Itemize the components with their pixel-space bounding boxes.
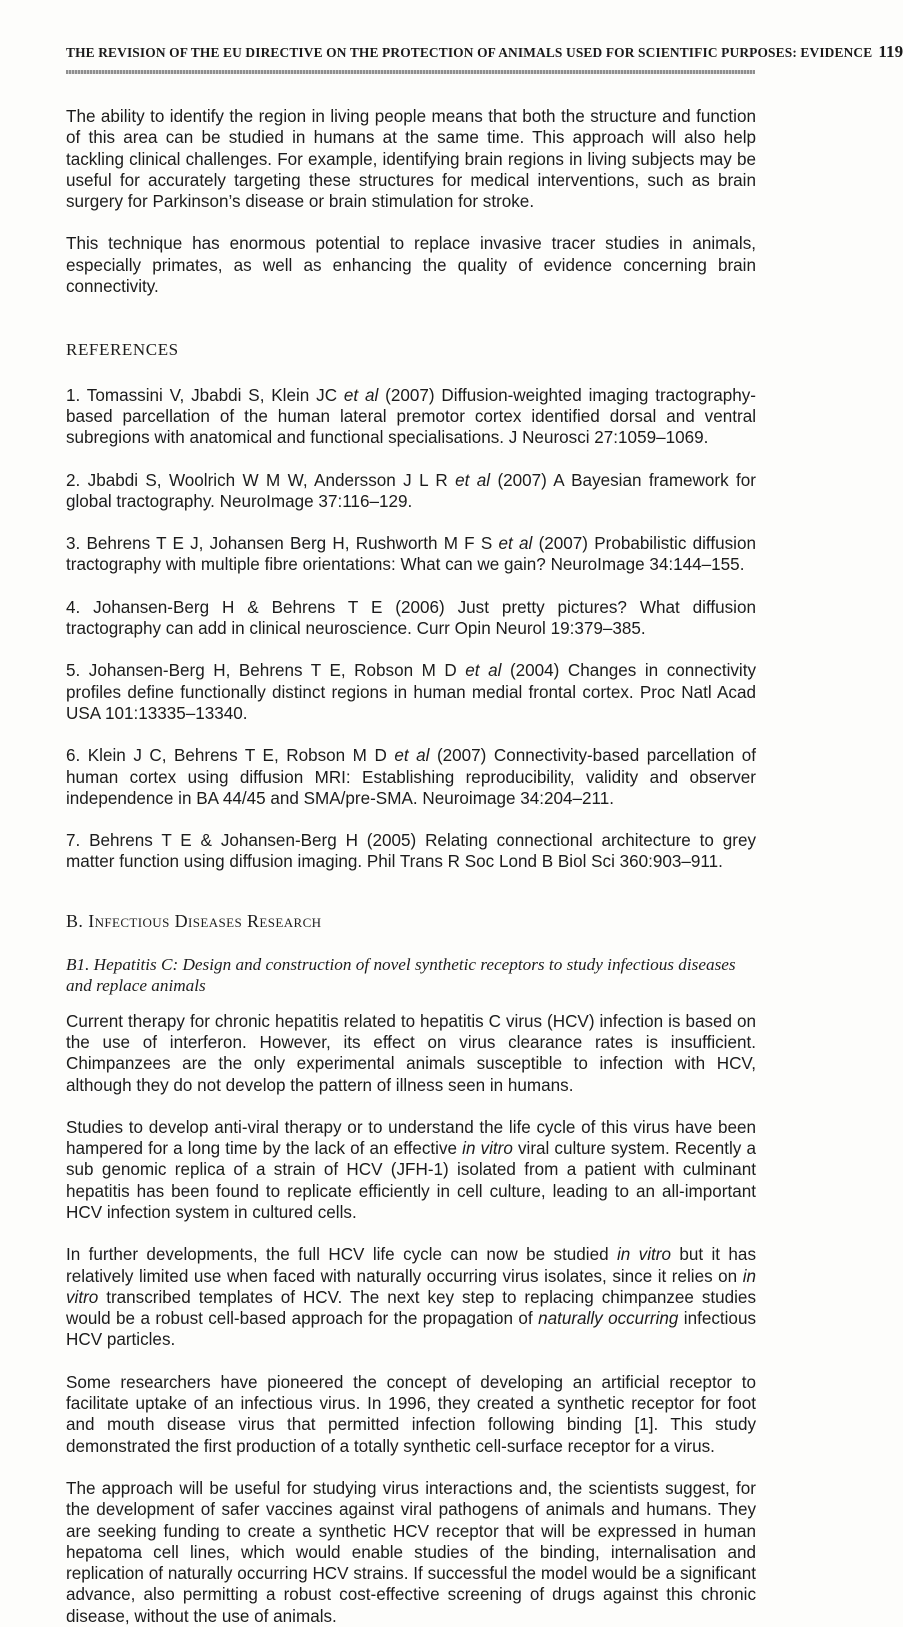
reference-text: (2007) Probabilistic diffusion tractography with multiple fibre orientations: What can we gain? NeuroImage 34:144–155.	[66, 534, 756, 575]
et-al: et al	[455, 470, 491, 490]
reference-item-3	[66, 533, 756, 576]
et-al: et al	[498, 534, 533, 554]
b1-paragraph-4: Some researchers have pioneered the concept of developing an artificial receptor to facilitate uptake of an infectious virus. In 1996, they created a synthetic receptor for foot and mouth disease virus that permitted infection following binding [1]. This study demonstrated the first production of a totally synthetic cell-surface receptor for a virus.	[66, 1372, 756, 1456]
reference-item-1	[66, 385, 756, 449]
et-al: et al	[394, 746, 430, 766]
paragraph-text: Studies to develop anti-viral therapy or to understand the life cycle of this virus have been hampered for a long time by the lack of an effective	[66, 1117, 756, 1159]
section-b1-heading: B1. Hepatitis C: Design and construction of novel synthetic receptors to study infectious diseases and replace animals	[66, 955, 736, 996]
running-header	[66, 42, 903, 62]
reference-item-6	[66, 745, 756, 809]
page-number: 119	[878, 42, 903, 61]
paragraph-text: transcribed templates of HCV. The next key step to replacing chimpanzee studies would be a robust cell-based approach for the propagation of	[66, 1287, 756, 1329]
b1-paragraph-5: The approach will be useful for studying virus interactions and, the scientists suggest, for the development of safer vaccines against viral pathogens of animals and humans. They are seeking funding to create a synthetic HCV receptor that will be expressed in human hepatoma cell lines, which would enable studies of the binding, internalisation and replication of naturally occurring HCV strains. If successful the model would be a significant advance, also permitting a robust cost-effective screening of drugs against this chronic disease, without the use of animals.	[66, 1478, 756, 1626]
reference-text: (2007) Diffusion-weighted imaging tractography-based parcellation of the human lateral premotor cortex identified dorsal and ventral subregions with anatomical and functional specialisations. J Neurosci 27:1059–1069.	[66, 385, 757, 448]
italic-term: in vitro	[66, 1266, 756, 1307]
reference-text: 3. Behrens T E J, Johansen Berg H, Rushworth M F S	[66, 534, 499, 554]
header-rule	[66, 70, 755, 74]
reference-text: 5. Johansen-Berg H, Behrens T E, Robson M D	[66, 661, 466, 681]
references-heading: REFERENCES	[66, 340, 179, 360]
paragraph-text: infectious HCV particles.	[66, 1309, 756, 1350]
page-body	[66, 106, 756, 1627]
b1-paragraph-2	[66, 1117, 756, 1223]
reference-text: (2004) Changes in connectivity profiles define functionally distinct regions in human medial frontal cortex. Proc Natl Acad USA 101:13335–13340.	[66, 661, 757, 723]
italic-term: naturally occurring	[538, 1309, 679, 1329]
reference-item-4	[66, 597, 756, 640]
b1-paragraph-3	[66, 1244, 756, 1350]
reference-text: 4. Johansen-Berg H & Behrens T E (2006) Just pretty pictures? What diffusion tractography can add in clinical neuroscience. Curr Opin Neurol 19:379–385.	[66, 597, 756, 639]
italic-term: in vitro	[616, 1245, 671, 1265]
et-al: et al	[343, 385, 379, 405]
reference-text: 7. Behrens T E & Johansen-Berg H (2005) Relating connectional architecture to grey matter function using diffusion imaging. Phil Trans R Soc Lond B Biol Sci 360:903–911.	[66, 831, 756, 872]
running-header-title: THE REVISION OF THE EU DIRECTIVE ON THE PROTECTION OF ANIMALS USED FOR SCIENTIFIC PURPOSES: EVIDENCE	[66, 45, 873, 60]
reference-text: 6. Klein J C, Behrens T E, Robson M D	[66, 746, 395, 766]
reference-text: (2007) Connectivity-based parcellation of human cortex using diffusion MRI: Establishing reproducibility, validity and observer independence in BA 44/45 and SMA/pre-SMA. Neuroimage 34:204–211.	[66, 746, 756, 808]
reference-item-5	[66, 660, 756, 724]
reference-item-7	[66, 830, 756, 873]
intro-paragraph-2: This technique has enormous potential to replace invasive tracer studies in animals, especially primates, as well as enhancing the quality of evidence concerning brain connectivity.	[66, 234, 756, 297]
reference-text: (2007) A Bayesian framework for global tractography. NeuroImage 37:116–129.	[66, 470, 756, 511]
section-b-heading: B. Infectious Diseases Research	[66, 910, 322, 931]
et-al: et al	[465, 661, 502, 681]
intro-paragraph-1: The ability to identify the region in living people means that both the structure and function of this area can be studied in humans at the same time. This approach will also help tackling clinical challenges. For example, identifying brain regions in living subjects may be useful for accurately targeting these structures for medical interventions, such as brain surgery for Parkinson’s disease or brain stimulation for stroke.	[66, 107, 756, 212]
b1-paragraph-1: Current therapy for chronic hepatitis related to hepatitis C virus (HCV) infection is based on the use of interferon. However, its effect on virus clearance rates is insufficient. Chimpanzees are the only experimental animals susceptible to infection with HCV, although they do not develop the pattern of illness seen in humans.	[66, 1011, 756, 1095]
reference-item-2	[66, 470, 756, 513]
italic-term: in vitro	[462, 1139, 513, 1159]
paragraph-text: In further developments, the full HCV life cycle can now be studied	[66, 1245, 617, 1265]
reference-text: 2. Jbabdi S, Woolrich W M W, Andersson J L R	[66, 470, 456, 490]
paragraph-text: viral culture system. Recently a sub genomic replica of a strain of HCV (JFH-1) isolated from a patient with culminant hepatitis has been found to replicate efficiently in cell culture, leading to an all-important HCV infection system in cultured cells.	[66, 1139, 756, 1222]
reference-text: 1. Tomassini V, Jbabdi S, Klein JC	[66, 385, 344, 405]
paragraph-text: but it has relatively limited use when faced with naturally occurring virus isolates, since it relies on	[66, 1245, 756, 1286]
